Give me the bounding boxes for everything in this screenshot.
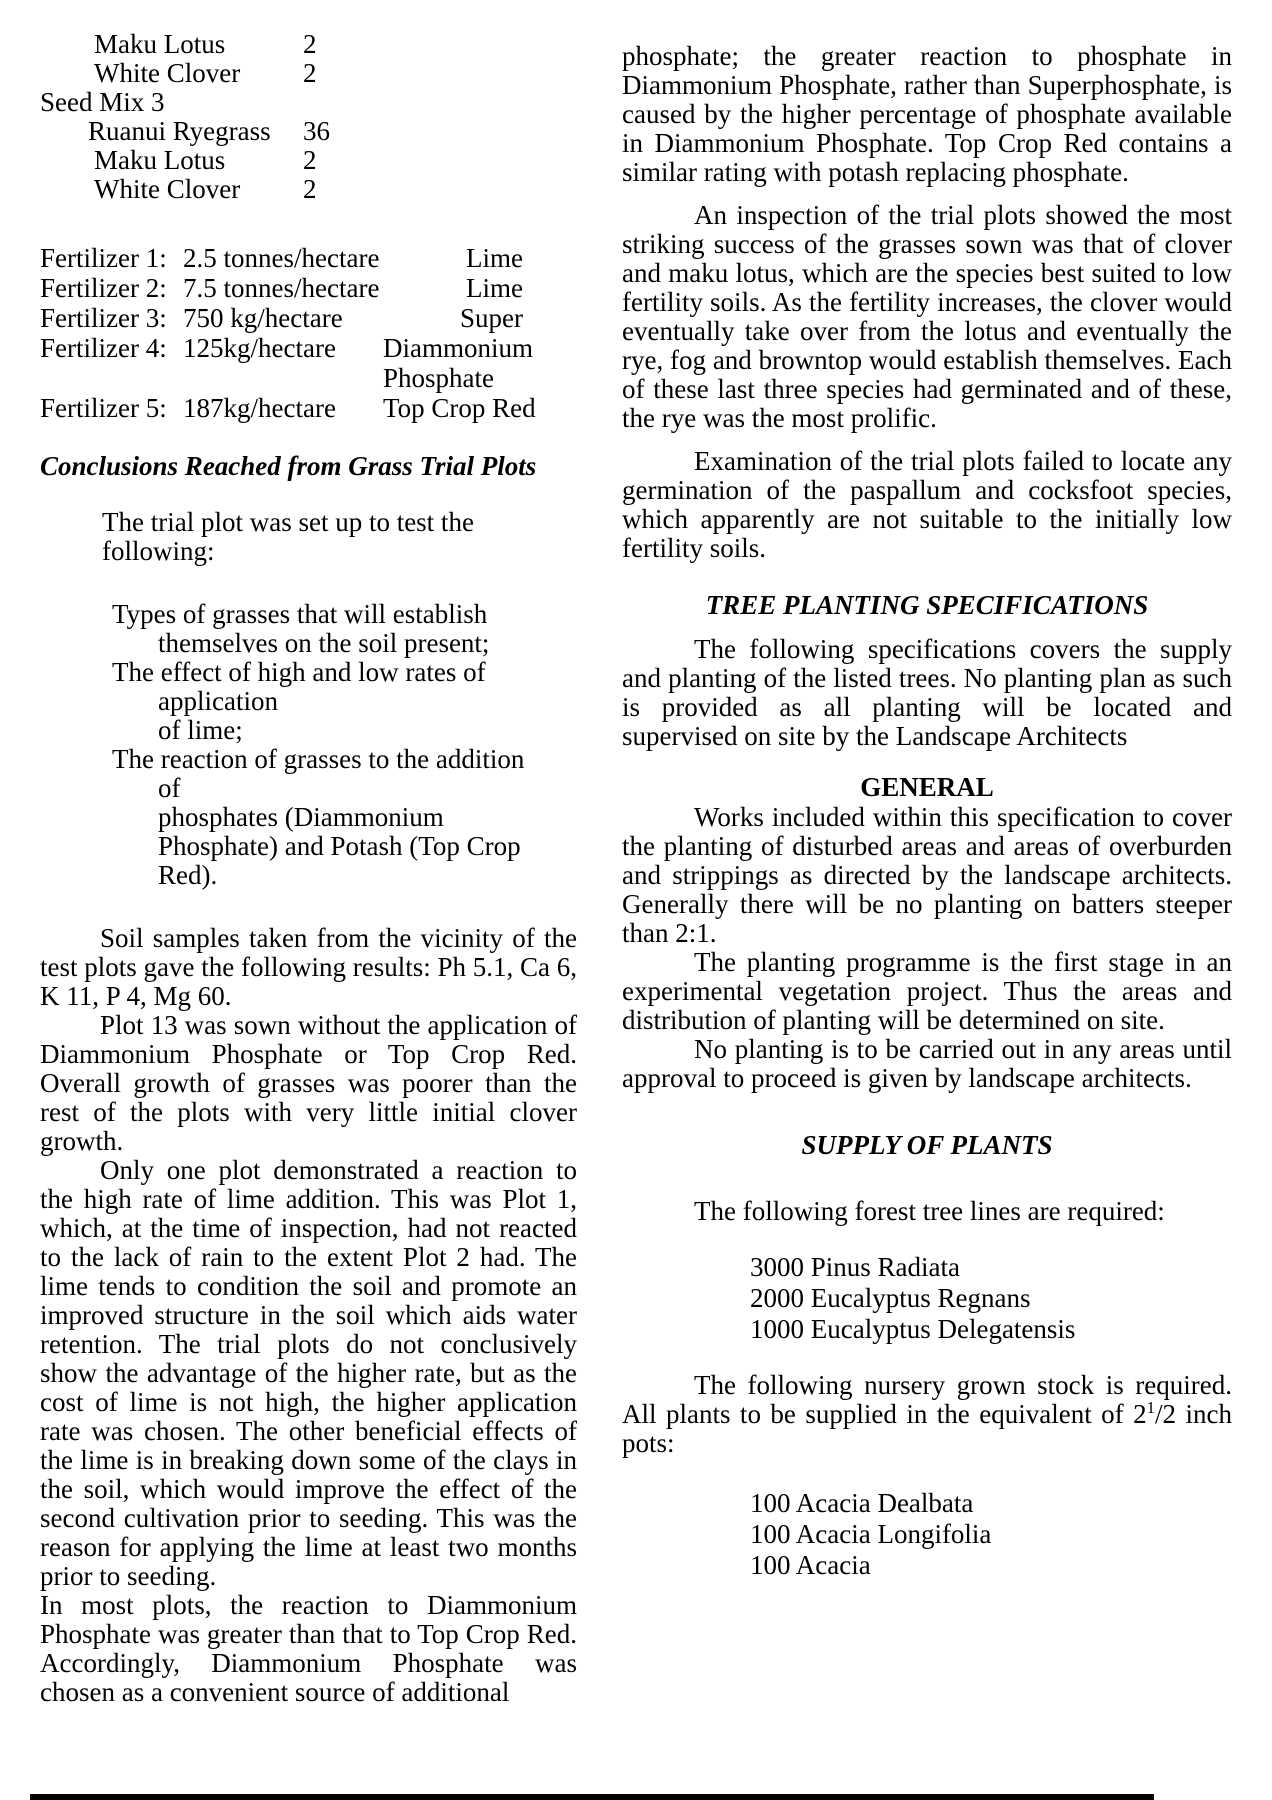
fertilizer-rate: 187kg/hectare	[183, 393, 336, 423]
seed-name: Maku Lotus	[94, 29, 226, 59]
nursery-stock-list	[622, 1488, 1232, 1581]
list-item-line: themselves on the soil present;	[158, 628, 490, 658]
seed-rate: 2	[303, 29, 317, 59]
list-item: 1000 Eucalyptus Delegatensis	[750, 1314, 1076, 1344]
seed-rate: 2	[303, 58, 317, 88]
trial-intro	[40, 508, 577, 566]
fertilizer-product: Lime	[466, 273, 523, 303]
list-item-line: of	[158, 773, 181, 803]
fertilizer-row	[40, 304, 577, 334]
fertilizer-label: Fertilizer 2:	[40, 273, 167, 303]
list-item: 100 Acacia	[750, 1550, 871, 1580]
section-heading-general: GENERAL	[860, 772, 994, 802]
fertilizer-row	[40, 394, 577, 424]
paragraph-works: Works included within this specification to cover the planting of disturbed areas and areas of overburden and strippings as directed by the landscape architects. Generally there will be no planting on batters steeper than 2:1.	[622, 802, 1232, 948]
intro-line: The trial plot was set up to test the	[102, 507, 474, 537]
paragraph-inspection: An inspection of the trial plots showed the most striking success of the grasses sown was that of clover and maku lotus, which are the species best suited to low fertility soils. As the fertility increases, the clover would eventually take over from the lotus and eventually the rye, fog and browntop would establish themselves. Each of these last three species had germinated and of these, the rye was the most prolific.	[622, 200, 1232, 433]
paragraph-approval: No planting is to be carried out in any areas until approval to proceed is given by landscape architects.	[622, 1034, 1232, 1093]
list-item: 2000 Eucalyptus Regnans	[750, 1283, 1031, 1313]
list-item: 3000 Pinus Radiata	[750, 1252, 960, 1282]
list-item-line: of lime;	[158, 715, 243, 745]
fertilizer-rate: 7.5 tonnes/hectare	[183, 273, 380, 303]
list-item: 100 Acacia Dealbata	[750, 1488, 974, 1518]
list-item: 100 Acacia Longifolia	[750, 1519, 992, 1549]
fertilizer-product-line: Phosphate	[383, 363, 494, 393]
seed-mix-row	[40, 117, 577, 146]
seed-name: White Clover	[94, 174, 241, 204]
seed-mix-row	[40, 59, 577, 88]
paragraph-forest-intro: The following forest tree lines are required:	[694, 1196, 1165, 1226]
fertilizer-product: Super	[460, 303, 523, 333]
paragraph-soil-samples: Soil samples taken from the vicinity of the test plots gave the following results: Ph 5.1, Ca 6, K 11, P 4, Mg 60.	[40, 923, 577, 1011]
scan-artifact-line	[30, 1794, 1154, 1800]
fertilizer-row	[40, 244, 577, 274]
fertilizer-row	[40, 334, 577, 394]
seed-name: White Clover	[94, 58, 241, 88]
fertilizer-product	[383, 334, 533, 394]
fertilizer-product: Top Crop Red	[383, 393, 536, 423]
seed-rate: 2	[303, 145, 317, 175]
fertilizer-label: Fertilizer 3:	[40, 303, 167, 333]
paragraph-lime-reaction: Only one plot demonstrated a reaction to the high rate of lime addition. This was Plot 1, which, at the time of inspection, had not reacted to the lack of rain to the extent Plot 2 had. The lime tends to condition the soil and promote an improved structure in the soil which aids water retention. The trial plots do not conclusively show the advantage of the higher rate, but as the cost of lime is not high, the higher application rate was chosen. The other beneficial effects of the lime is in breaking down some of the clays in the soil, which would improve the effect of the second cultivation prior to seeding. This was the reason for applying the lime at least two months prior to seeding.	[40, 1155, 577, 1591]
paragraph-plot-13: Plot 13 was sown without the application of Diammonium Phosphate or Top Crop Red. Overall growth of grasses was poorer than the rest of the plots with very little initial clover growth.	[40, 1010, 577, 1156]
list-item-line: The reaction of grasses to the addition	[112, 744, 525, 774]
paragraph-most-plots: In most plots, the reaction to Diammonium Phosphate was greater than that to Top Crop Red. Accordingly, Diammonium Phosphate was chosen as a convenient source of additional	[40, 1590, 577, 1707]
paragraph-programme: The planting programme is the first stage in an experimental vegetation project. Thus the areas and distribution of planting will be determined on site.	[622, 947, 1232, 1035]
paragraph-examination: Examination of the trial plots failed to locate any germination of the paspallum and cocksfoot species, which apparently are not suitable to the initially low fertility soils.	[622, 446, 1232, 563]
list-item-line: Types of grasses that will establish	[112, 599, 488, 629]
section-heading-supply: SUPPLY OF PLANTS	[801, 1130, 1053, 1160]
seed-name: Maku Lotus	[94, 145, 226, 175]
test-list	[40, 600, 577, 890]
nursery-text-tail: /2 inch pots:	[622, 1399, 1232, 1458]
fraction-superscript: 1	[1146, 1398, 1156, 1417]
seed-mix-table	[40, 30, 577, 204]
fertilizer-row	[40, 274, 577, 304]
list-item-line: The effect of high and low rates of	[112, 657, 486, 687]
fertilizer-label: Fertilizer 5:	[40, 393, 167, 423]
list-item-line: Phosphate) and Potash (Top Crop	[158, 831, 521, 861]
fertilizer-label: Fertilizer 4:	[40, 333, 167, 363]
seed-mix-row	[40, 146, 577, 175]
fertilizer-rate: 750 kg/hectare	[183, 303, 343, 333]
right-column	[622, 30, 1232, 1581]
fertilizer-rate: 2.5 tonnes/hectare	[183, 243, 380, 273]
seed-rate: 2	[303, 174, 317, 204]
seed-name: Seed Mix 3	[40, 87, 165, 117]
seed-mix-row	[40, 30, 577, 59]
fertilizer-label: Fertilizer 1:	[40, 243, 167, 273]
list-item-line: Red).	[158, 860, 218, 890]
list-item-line: application	[158, 686, 278, 716]
paragraph-nursery	[622, 1371, 1232, 1458]
section-heading-conclusions: Conclusions Reached from Grass Trial Plots	[40, 451, 537, 481]
section-heading-tree-planting: TREE PLANTING SPECIFICATIONS	[705, 590, 1149, 620]
intro-line: following:	[102, 536, 215, 566]
seed-rate: 36	[303, 116, 330, 146]
seed-name: Ruanui Ryegrass	[88, 116, 271, 146]
nursery-text: The following nursery grown stock is required. All plants to be supplied in the equivalent of 2	[622, 1370, 1232, 1429]
paragraph-phosphate: phosphate; the greater reaction to phosphate in Diammonium Phosphate, rather than Superphosphate, is caused by the higher percentage of phosphate available in Diammonium Phosphate. Top Crop Red contains a similar rating with potash replacing phosphate.	[622, 41, 1232, 187]
paragraph-specifications: The following specifications covers the supply and planting of the listed trees. No planting plan as such is provided as all planting will be located and supervised on site by the Landscape Architects	[622, 634, 1232, 751]
forest-stock-list	[622, 1252, 1232, 1345]
seed-mix-row	[40, 175, 577, 204]
seed-mix-group-label	[40, 88, 577, 117]
fertilizer-table	[40, 244, 577, 424]
list-item-line: phosphates (Diammonium	[158, 802, 444, 832]
fertilizer-product: Lime	[466, 243, 523, 273]
fertilizer-product-line: Diammonium	[383, 333, 533, 363]
left-column	[40, 30, 577, 1707]
fertilizer-rate: 125kg/hectare	[183, 333, 336, 363]
